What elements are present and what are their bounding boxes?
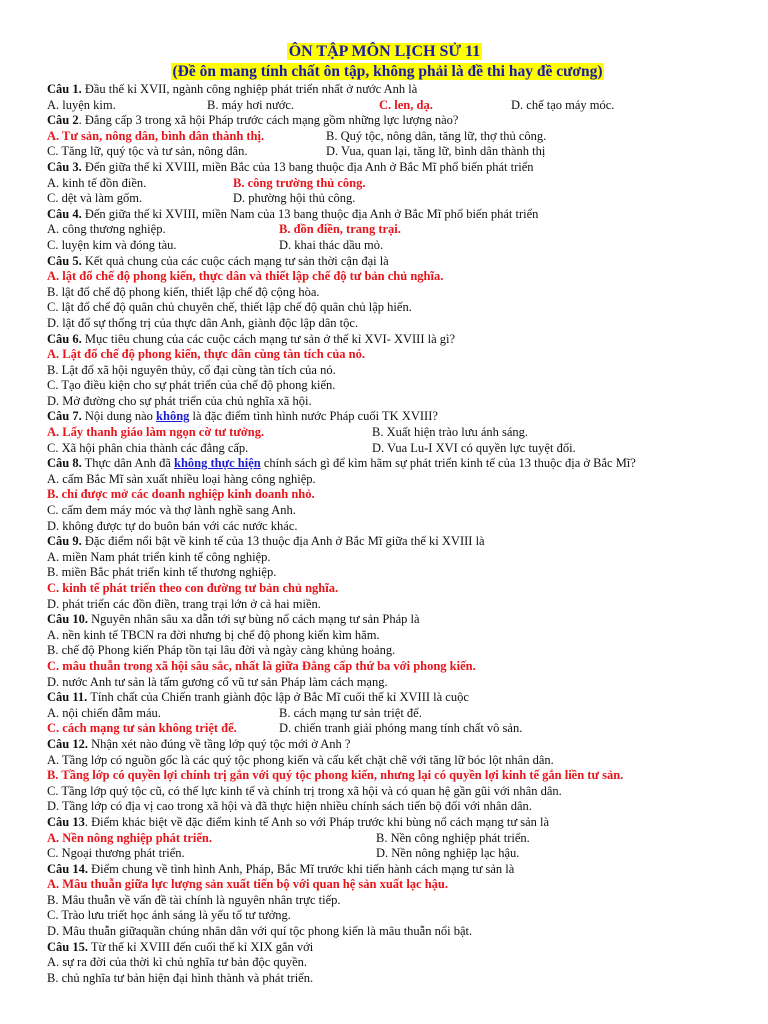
question-text: Từ thế kỉ XVIII đến cuối thế kỉ XIX gắn với xyxy=(87,939,314,954)
option-row xyxy=(47,768,728,784)
question-number: Câu 6. xyxy=(47,331,82,346)
option-c[interactable]: C. dệt và làm gốm. xyxy=(47,191,143,206)
option-c[interactable]: C. kinh tế phát triển theo con đường tư bản chủ nghĩa. xyxy=(47,581,339,595)
option-d[interactable]: D. Vua Lu-I XVI có quyền lực tuyệt đối. xyxy=(372,440,576,455)
option-row xyxy=(47,300,728,316)
option-row xyxy=(47,643,728,659)
option-row xyxy=(47,316,728,332)
option-a[interactable]: A. Nền nông nghiệp phát triển. xyxy=(47,830,212,845)
option-a[interactable]: A. nền kinh tế TBCN ra đời nhưng bị chế độ phong kiến kìm hãm. xyxy=(47,627,380,642)
question-stem xyxy=(47,737,728,753)
question-stem xyxy=(47,940,728,956)
option-row xyxy=(47,753,728,769)
question-number: Câu 5. xyxy=(47,253,82,268)
option-row xyxy=(47,831,728,847)
option-b[interactable]: B. chủ nghĩa tư bản hiện đại hình thành và phát triển. xyxy=(47,970,314,985)
option-d[interactable]: D. Vua, quan lại, tăng lữ, bình dân thành thị xyxy=(326,144,546,159)
question-text: Nhận xét nào đúng về tầng lớp quý tộc mới ở Anh ? xyxy=(87,736,351,751)
option-b[interactable]: B. Tầng lớp có quyền lợi chính trị gắn với quý tộc phong kiến, nhưng lại có quyền lợi kinh tế gắn liền tư sản. xyxy=(47,768,624,783)
option-d[interactable]: D. lật đổ sự thống trị của thực dân Anh, giành độc lập dân tộc. xyxy=(47,315,359,330)
question-text: . Đẳng cấp 3 trong xã hội Pháp trước cách mạng gồm những lực lượng nào? xyxy=(78,113,459,128)
option-b[interactable]: B. lật đổ chế độ phong kiến, thiết lập chế độ cộng hòa. xyxy=(47,284,320,299)
option-row xyxy=(47,144,728,160)
question-number: Câu 13 xyxy=(47,814,85,829)
option-row xyxy=(47,129,728,145)
option-c[interactable]: C. lật đổ chế độ quân chủ chuyên chế, thiết lập chế độ quân chủ lập hiến. xyxy=(47,300,412,315)
question-text: Nguyên nhân sâu xa dẫn tới sự bùng nổ cách mạng tư sản Pháp là xyxy=(87,612,420,627)
option-b[interactable]: B. Nền công nghiệp phát triển. xyxy=(376,830,530,845)
question-stem xyxy=(47,815,728,831)
option-c[interactable]: C. Tạo điều kiện cho sự phát triển của chế độ phong kiến. xyxy=(47,378,336,393)
option-b[interactable]: B. Lật đổ xã hội nguyên thủy, cổ đại cùng tàn tích của nó. xyxy=(47,362,336,377)
option-a[interactable]: A. Tư sản, nông dân, bình dân thành thị. xyxy=(47,128,265,143)
option-c[interactable]: C. Tăng lữ, quý tộc và tư sản, nông dân. xyxy=(47,144,248,159)
option-d[interactable]: D. chiến tranh giải phóng mang tính chất vô sản. xyxy=(279,721,523,736)
option-c[interactable]: C. Xã hội phân chia thành các đẳng cấp. xyxy=(47,440,249,455)
option-row xyxy=(47,846,728,862)
question-text: Mục tiêu chung của các cuộc cách mạng tư sản ở thế kỉ XVI- XVIII là gì? xyxy=(81,331,456,346)
option-a[interactable]: A. Tầng lớp có nguồn gốc là các quý tộc phong kiến và cấu kết chặt chẽ với tăng lữ bóc lột nhân dân. xyxy=(47,752,554,767)
question-stem xyxy=(47,612,728,628)
option-row xyxy=(47,597,728,613)
option-row xyxy=(47,285,728,301)
option-row xyxy=(47,799,728,815)
option-row xyxy=(47,472,728,488)
option-b[interactable]: B. cách mạng tư sản triệt để. xyxy=(279,705,422,720)
question-stem xyxy=(47,456,728,472)
question-stem xyxy=(47,254,728,270)
option-c[interactable]: C. Trào lưu triết học ánh sáng là yếu tố tư tưởng. xyxy=(47,908,291,923)
option-c[interactable]: C. len, dạ. xyxy=(379,97,433,112)
question-number: Câu 2 xyxy=(47,113,79,128)
option-row xyxy=(47,565,728,581)
option-row xyxy=(47,425,728,441)
option-row xyxy=(47,441,728,457)
question-text: là đặc điểm tình hình nước Pháp cuối TK XVIII? xyxy=(189,409,438,424)
question-text: Đến giữa thế kỉ XVIII, miền Bắc của 13 bang thuộc địa Anh ở Bắc Mĩ phổ biến phát triển xyxy=(81,159,534,174)
option-d[interactable]: D. Nền nông nghiệp lạc hậu. xyxy=(376,846,520,861)
option-b[interactable]: B. công trường thủ công. xyxy=(233,175,366,190)
option-d[interactable]: D. phường hội thủ công. xyxy=(233,191,356,206)
option-d[interactable]: D. Mâu thuẫn giữaquần chúng nhân dân với quí tộc phong kiến là mâu thuẫn nổi bật. xyxy=(47,924,473,939)
option-row xyxy=(47,363,728,379)
question-stem xyxy=(47,207,728,223)
option-d[interactable]: D. không được tự do buôn bán với các nước khác. xyxy=(47,518,298,533)
option-a[interactable]: A. miền Nam phát triển kinh tế công nghiệp. xyxy=(47,549,271,564)
question-text: . Điểm khác biệt về đặc điểm kinh tế Anh so với Pháp trước khi bùng nổ cách mạng tư sản là xyxy=(84,814,550,829)
option-row xyxy=(47,675,728,691)
option-a[interactable]: A. kinh tế đồn điền. xyxy=(47,175,147,190)
option-row xyxy=(47,721,728,737)
option-row xyxy=(47,908,728,924)
question-stem xyxy=(47,82,728,98)
option-row xyxy=(47,191,728,207)
question-number: Câu 7. xyxy=(47,409,82,424)
option-row xyxy=(47,347,728,363)
question-list xyxy=(47,82,728,986)
question-text: Điểm chung về tình hình Anh, Pháp, Bắc Mĩ trước khi tiến hành cách mạng tư sản là xyxy=(87,861,515,876)
option-b[interactable]: B. Mâu thuẫn về vấn đề tài chính là nguyên nhân trực tiếp. xyxy=(47,892,341,907)
option-row xyxy=(47,706,728,722)
question-number: Câu 3. xyxy=(47,159,82,174)
option-row xyxy=(47,238,728,254)
option-row xyxy=(47,581,728,597)
document-subtitle: (Đề ôn mang tính chất ôn tập, không phải là đề thi hay đề cương) xyxy=(172,63,603,80)
question-stem xyxy=(47,409,728,425)
option-c[interactable]: C. Ngoại thương phát triển. xyxy=(47,846,185,861)
option-b[interactable]: B. đồn điền, trang trại. xyxy=(279,222,401,237)
option-row xyxy=(47,98,728,114)
document-title: ÔN TẬP MÔN LỊCH SỬ 11 xyxy=(288,43,481,60)
question-stem xyxy=(47,862,728,878)
option-row xyxy=(47,893,728,909)
option-b[interactable]: B. Quý tộc, nông dân, tăng lữ, thợ thủ công. xyxy=(326,128,547,143)
question-text: Nội dung nào xyxy=(81,409,157,424)
question-number: Câu 4. xyxy=(47,206,82,221)
question-stem xyxy=(47,534,728,550)
option-b[interactable]: B. Xuất hiện trào lưu ánh sáng. xyxy=(372,425,529,440)
question-number: Câu 14. xyxy=(47,861,88,876)
option-row xyxy=(47,628,728,644)
option-row xyxy=(47,378,728,394)
option-d[interactable]: D. chế tạo máy móc. xyxy=(511,97,615,112)
option-row xyxy=(47,924,728,940)
option-a[interactable]: A. lật đổ chế độ phong kiến, thực dân và thiết lập chế độ tư bản chủ nghĩa. xyxy=(47,269,444,284)
option-c[interactable]: C. Tầng lớp quý tộc cũ, có thế lực kinh tế và chính trị trong xã hội và có quan hệ gần gũi với nhân dân. xyxy=(47,783,562,798)
option-b[interactable]: B. miền Bắc phát triển kinh tế thương nghiệp. xyxy=(47,565,277,580)
option-b[interactable]: B. chỉ được mở các doanh nghiệp kinh doanh nhỏ. xyxy=(47,487,315,502)
option-c[interactable]: C. cấm đem máy móc và thợ lành nghề sang Anh. xyxy=(47,503,296,518)
question-number: Câu 9. xyxy=(47,534,82,549)
question-number: Câu 11. xyxy=(47,690,88,705)
option-a[interactable]: A. công thương nghiệp. xyxy=(47,222,166,237)
question-stem xyxy=(47,332,728,348)
option-row xyxy=(47,971,728,987)
question-number: Câu 1. xyxy=(47,82,82,96)
question-text: Đặc điểm nổi bật về kinh tế của 13 thuộc địa Anh ở Bắc Mĩ giữa thế kỉ XVIII là xyxy=(81,534,485,549)
option-b[interactable]: B. chế độ Phong kiến Pháp tồn tại lâu đời và ngày càng khủng hoảng. xyxy=(47,643,396,658)
question-stem xyxy=(47,690,728,706)
question-number: Câu 15. xyxy=(47,939,88,954)
question-text: chính sách gì để kìm hãm sự phát triển kinh tế của 13 thuộc địa ở Bắc Mĩ? xyxy=(260,456,636,471)
option-row xyxy=(47,877,728,893)
option-a[interactable]: A. Lấy thanh giáo làm ngọn cờ tư tưởng. xyxy=(47,425,265,440)
option-row xyxy=(47,955,728,971)
option-a[interactable]: A. sự ra đời của thời kì chủ nghĩa tư bản độc quyền. xyxy=(47,955,308,970)
question-text: Thực dân Anh đã xyxy=(81,456,175,471)
question-text: Đến giữa thế kỉ XVIII, miền Nam của 13 bang thuộc địa Anh ở Bắc Mĩ phổ biến phát triển xyxy=(81,206,539,221)
option-a[interactable]: A. cấm Bắc Mĩ sản xuất nhiều loại hàng công nghiệp. xyxy=(47,471,316,486)
option-c[interactable]: C. luyện kim và đóng tàu. xyxy=(47,237,177,252)
option-b[interactable]: B. máy hơi nước. xyxy=(207,97,294,112)
option-row xyxy=(47,784,728,800)
option-a[interactable]: A. Mâu thuẫn giữa lực lượng sản xuất tiến bộ với quan hệ sản xuất lạc hậu. xyxy=(47,877,449,892)
option-d[interactable]: D. khai thác dầu mỏ. xyxy=(279,237,384,252)
question-text: Kết quả chung của các cuộc cách mạng tư sản thời cận đại là xyxy=(81,253,389,268)
question-number: Câu 10. xyxy=(47,612,88,627)
option-a[interactable]: A. nội chiến đẫm máu. xyxy=(47,705,161,720)
option-d[interactable]: D. Mở đường cho sự phát triển của chủ nghĩa xã hội. xyxy=(47,393,312,408)
option-row xyxy=(47,176,728,192)
option-row xyxy=(47,519,728,535)
question-stem xyxy=(47,113,728,129)
option-row xyxy=(47,487,728,503)
question-emphasis: không thực hiện xyxy=(174,456,261,471)
question-number: Câu 12. xyxy=(47,736,88,751)
option-row xyxy=(47,222,728,238)
question-emphasis: không xyxy=(156,409,190,424)
option-row xyxy=(47,659,728,675)
option-d[interactable]: D. Tầng lớp có địa vị cao trong xã hội và đã thực hiện nhiều chính sách tiến bộ đối với nhân dân. xyxy=(47,799,532,814)
option-d[interactable]: D. nước Anh tư sản là tấm gương cổ vũ tư sản Pháp làm cách mạng. xyxy=(47,674,388,689)
question-stem xyxy=(47,160,728,176)
option-c[interactable]: C. cách mạng tư sản không triệt để. xyxy=(47,721,237,736)
option-a[interactable]: A. Lật đổ chế độ phong kiến, thực dân cùng tàn tích của nó. xyxy=(47,347,365,362)
option-a[interactable]: A. luyện kim. xyxy=(47,97,116,112)
option-row xyxy=(47,269,728,285)
question-number: Câu 8. xyxy=(47,456,82,471)
question-text: Tính chất của Chiến tranh giành độc lập ở Bắc Mĩ cuối thế kỉ XVIII là cuộc xyxy=(87,690,469,705)
question-text: Đầu thế kỉ XVII, ngành công nghiệp phát triển nhất ở nước Anh là xyxy=(81,82,418,96)
option-row xyxy=(47,550,728,566)
option-c[interactable]: C. mâu thuẫn trong xã hội sâu sắc, nhất là giữa Đẳng cấp thứ ba với phong kiến. xyxy=(47,658,476,673)
option-row xyxy=(47,503,728,519)
option-row xyxy=(47,394,728,410)
option-d[interactable]: D. phát triển các đồn điền, trang trại lớn ở cả hai miền. xyxy=(47,596,321,611)
